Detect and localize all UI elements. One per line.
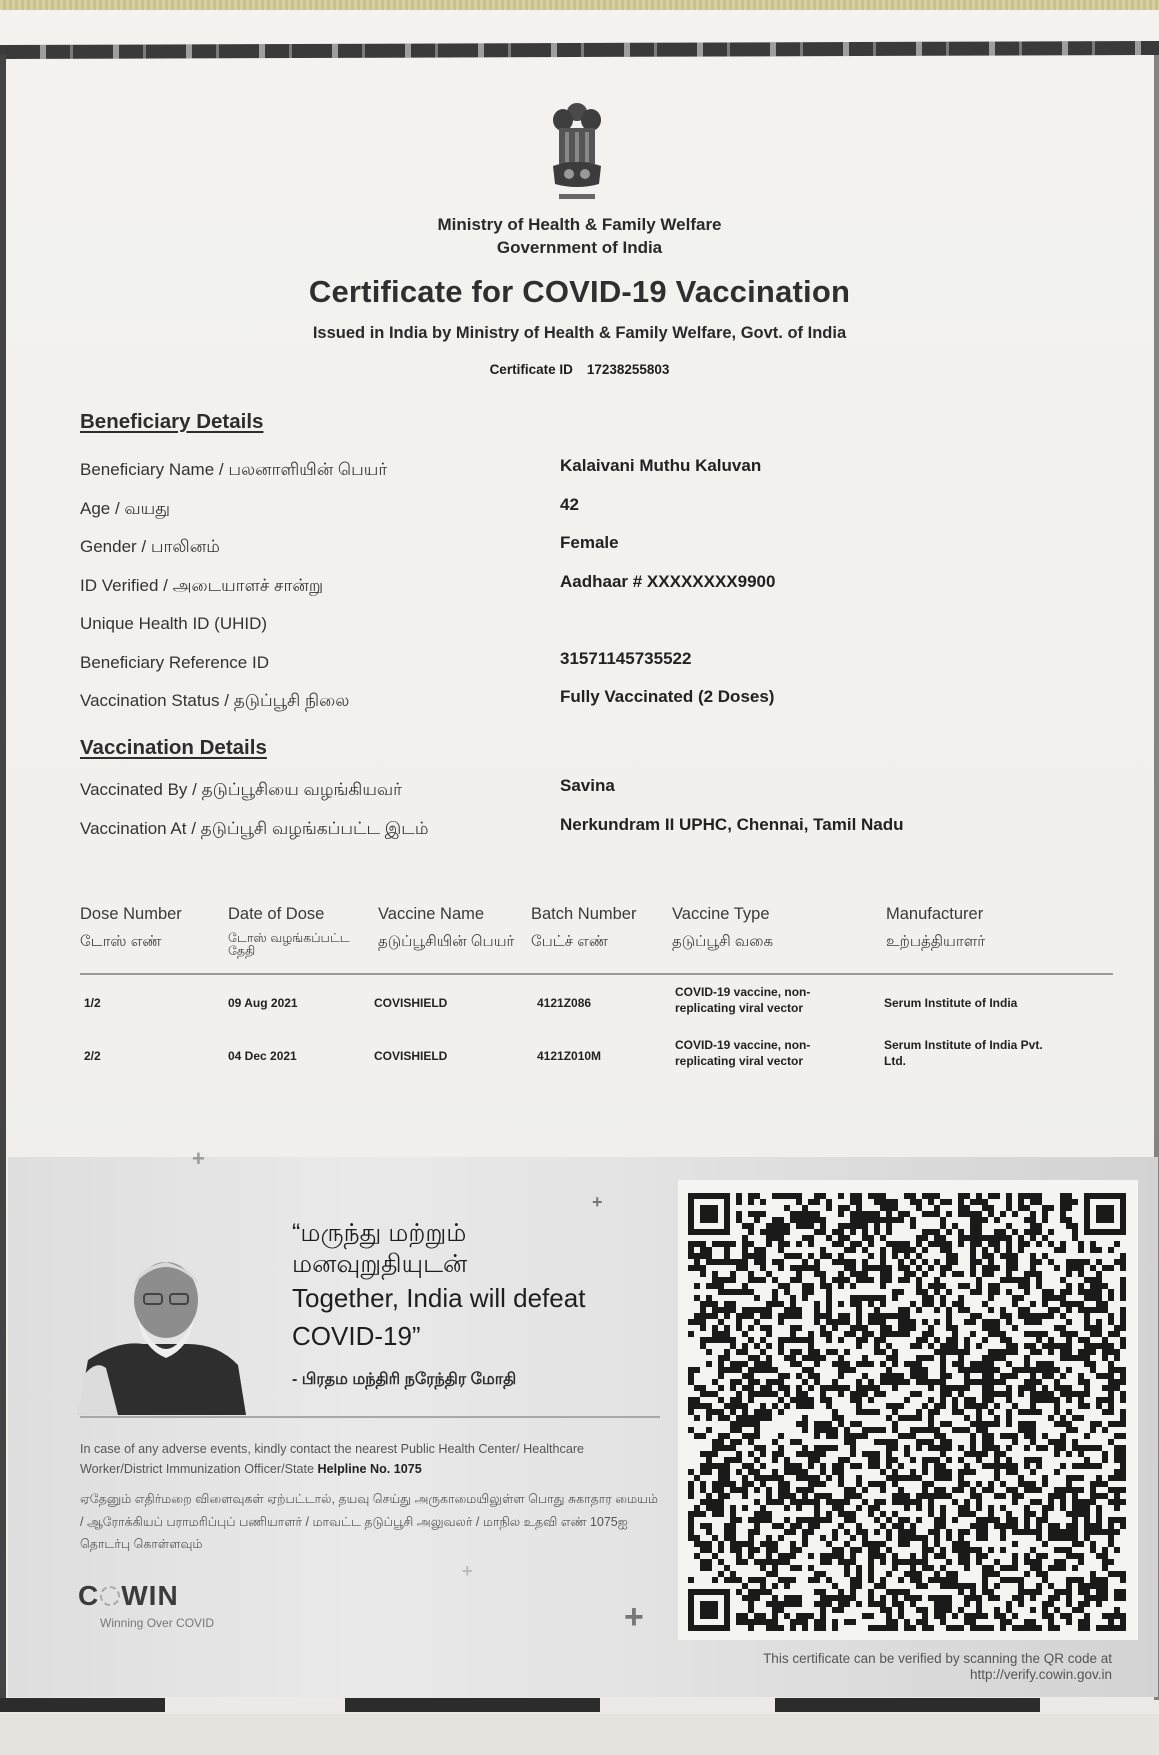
cell-dose-number: 2/2 bbox=[84, 1049, 101, 1063]
detail-value: 31571145735522 bbox=[560, 649, 692, 668]
detail-value: Kalaivani Muthu Kaluvan bbox=[560, 456, 762, 475]
ministry-name: Ministry of Health & Family Welfare bbox=[437, 215, 722, 234]
verification-url[interactable]: http://verify.cowin.gov.in bbox=[969, 1667, 1112, 1683]
quote-tamil-line: “மருந்து மற்றும் bbox=[292, 1219, 467, 1247]
column-header-ta: தடுப்பூசியின் பெயர் bbox=[378, 933, 515, 950]
cell-manufacturer: Serum Institute of India bbox=[884, 996, 1018, 1010]
cell-date: 09 Aug 2021 bbox=[228, 996, 298, 1010]
detail-row-name bbox=[80, 456, 1080, 484]
plus-decoration-icon: + bbox=[192, 1146, 205, 1171]
detail-value: Female bbox=[560, 533, 619, 552]
detail-row-vaccination-status bbox=[80, 687, 1080, 715]
cowin-logo bbox=[78, 1580, 179, 1612]
quote-tamil-line: மனவுறுதியுடன் bbox=[292, 1249, 468, 1278]
detail-label: ID Verified / அடையாளச் சான்று bbox=[80, 576, 324, 595]
detail-row-vaccination-at bbox=[80, 815, 1080, 843]
cell-vaccine-type: COVID-19 vaccine, non-replicating viral vector bbox=[675, 985, 811, 1016]
cell-vaccine-name: COVISHIELD bbox=[374, 1049, 448, 1063]
column-header-ta: டோஸ் வழங்கப்பட்ட தேதி bbox=[228, 931, 350, 958]
cell-batch-number: 4121Z086 bbox=[537, 996, 592, 1010]
column-header-vaccine-type bbox=[672, 905, 872, 949]
certificate-id-label: Certificate ID bbox=[489, 362, 573, 377]
beneficiary-details-heading: Beneficiary Details bbox=[80, 410, 264, 433]
detail-value: Aadhaar # XXXXXXXX9900 bbox=[560, 572, 776, 591]
qr-finder-pattern bbox=[1084, 1193, 1126, 1235]
cowin-tagline: Winning Over COVID bbox=[100, 1616, 215, 1630]
background-surface bbox=[0, 1714, 1159, 1755]
column-header-en: Manufacturer bbox=[886, 905, 984, 923]
column-header-ta: தடுப்பூசி வகை bbox=[672, 933, 774, 950]
verification-note bbox=[700, 1651, 1112, 1683]
certificate-id bbox=[0, 362, 1159, 377]
detail-row-uhid bbox=[80, 614, 1080, 638]
qr-finder-pattern bbox=[688, 1589, 730, 1631]
cell-date: 04 Dec 2021 bbox=[228, 1049, 297, 1063]
quote-text bbox=[292, 1218, 652, 1352]
helpline-number: Helpline No. 1075 bbox=[317, 1461, 422, 1476]
page-title: Certificate for COVID-19 Vaccination bbox=[308, 274, 851, 309]
cell-manufacturer: Serum Institute of India Pvt. Ltd. bbox=[884, 1038, 1043, 1069]
detail-label: Age / வயது bbox=[80, 499, 171, 518]
detail-label: Vaccination Status / தடுப்பூசி நிலை bbox=[80, 691, 350, 710]
column-header-batch-number bbox=[531, 905, 671, 949]
column-header-ta: உற்பத்தியாளர் bbox=[886, 933, 986, 950]
quote-english-line: Together, India will defeat bbox=[292, 1283, 586, 1313]
detail-value: 42 bbox=[560, 495, 579, 514]
qr-modules bbox=[688, 1193, 1126, 1631]
government-name: Government of India bbox=[496, 238, 663, 257]
quote-attribution: - பிரதம மந்திரி நரேந்திர மோதி bbox=[292, 1371, 517, 1388]
column-header-ta: பேட்ச் எண் bbox=[531, 933, 609, 950]
quote-english-line: COVID-19” bbox=[292, 1320, 421, 1351]
detail-label: Beneficiary Name / பலனாளியின் பெயர் bbox=[80, 460, 388, 479]
table-divider bbox=[80, 973, 1113, 975]
detail-label: Unique Health ID (UHID) bbox=[80, 614, 268, 633]
detail-value: Nerkundram II UPHC, Chennai, Tamil Nadu bbox=[560, 815, 904, 834]
column-header-vaccine-name bbox=[378, 905, 528, 949]
column-header-dose-number bbox=[80, 905, 210, 949]
cell-vaccine-name: COVISHIELD bbox=[374, 996, 448, 1010]
plus-decoration-icon: + bbox=[592, 1192, 603, 1212]
page-border-bottom bbox=[0, 1698, 1159, 1714]
column-header-en: Vaccine Name bbox=[378, 905, 485, 923]
detail-label: Beneficiary Reference ID bbox=[80, 653, 269, 672]
adverse-events-notice-tamil: ஏதேனும் எதிர்மறை விளைவுகள் ஏற்பட்டால், தயவு செய்து அருகாமையிலுள்ள பொது சுகாதார மையம் / ஆரோக்கியப் பராமரிப்புப் பணியாளர் / மாவட்ட தடுப்பூசி அலுவலர் / மாநில உதவி எண் 1075ஐ தொடர்பு கொள்ளவும் bbox=[80, 1492, 658, 1551]
logo-letters: WIN bbox=[121, 1580, 179, 1611]
verification-text: This certificate can be verified by scanning the QR code at bbox=[763, 1651, 1112, 1666]
plus-decoration-icon: + bbox=[462, 1561, 473, 1581]
cell-dose-number: 1/2 bbox=[84, 996, 101, 1010]
detail-label: Vaccination At / தடுப்பூசி வழங்கப்பட்ட இடம் bbox=[80, 819, 429, 838]
detail-value: Savina bbox=[560, 776, 615, 795]
adverse-events-notice bbox=[80, 1440, 660, 1479]
certificate-id-value: 17238255803 bbox=[586, 362, 670, 377]
detail-row-reference-id bbox=[80, 649, 1080, 677]
detail-row-gender bbox=[80, 533, 1080, 561]
column-header-manufacturer bbox=[886, 905, 1086, 949]
column-header-en: Batch Number bbox=[531, 905, 637, 923]
cell-vaccine-type: COVID-19 vaccine, non-replicating viral vector bbox=[675, 1038, 811, 1069]
column-header-en: Dose Number bbox=[80, 905, 182, 923]
issued-by: Issued in India by Ministry of Health & Family Welfare, Govt. of India bbox=[312, 324, 847, 342]
detail-label: Vaccinated By / தடுப்பூசியை வழங்கியவர் bbox=[80, 780, 403, 799]
detail-row-age bbox=[80, 495, 1080, 523]
column-header-date-of-dose bbox=[228, 905, 368, 957]
cowin-ring-icon bbox=[100, 1586, 120, 1606]
qr-code-icon[interactable] bbox=[688, 1193, 1126, 1631]
column-header-ta: டோஸ் எண் bbox=[80, 933, 162, 950]
detail-value: Fully Vaccinated (2 Doses) bbox=[560, 687, 775, 706]
national-emblem-icon bbox=[545, 98, 609, 208]
column-header-en: Vaccine Type bbox=[672, 905, 770, 923]
plus-decoration-icon: + bbox=[624, 1598, 644, 1636]
detail-label: Gender / பாலினம் bbox=[80, 537, 220, 556]
detail-row-id-verified bbox=[80, 572, 1080, 600]
band-divider bbox=[80, 1416, 660, 1418]
logo-letter: C bbox=[78, 1580, 100, 1611]
column-header-en: Date of Dose bbox=[228, 905, 325, 923]
prime-minister-portrait bbox=[78, 1240, 253, 1415]
qr-finder-pattern bbox=[688, 1193, 730, 1235]
adverse-events-text: In case of any adverse events, kindly contact the nearest Public Health Center/ Healthcare Worker/District Immunization Officer/State bbox=[80, 1442, 585, 1476]
detail-row-vaccinated-by bbox=[80, 776, 1080, 804]
vaccination-details-heading: Vaccination Details bbox=[80, 736, 267, 759]
cell-batch-number: 4121Z010M bbox=[537, 1049, 602, 1063]
